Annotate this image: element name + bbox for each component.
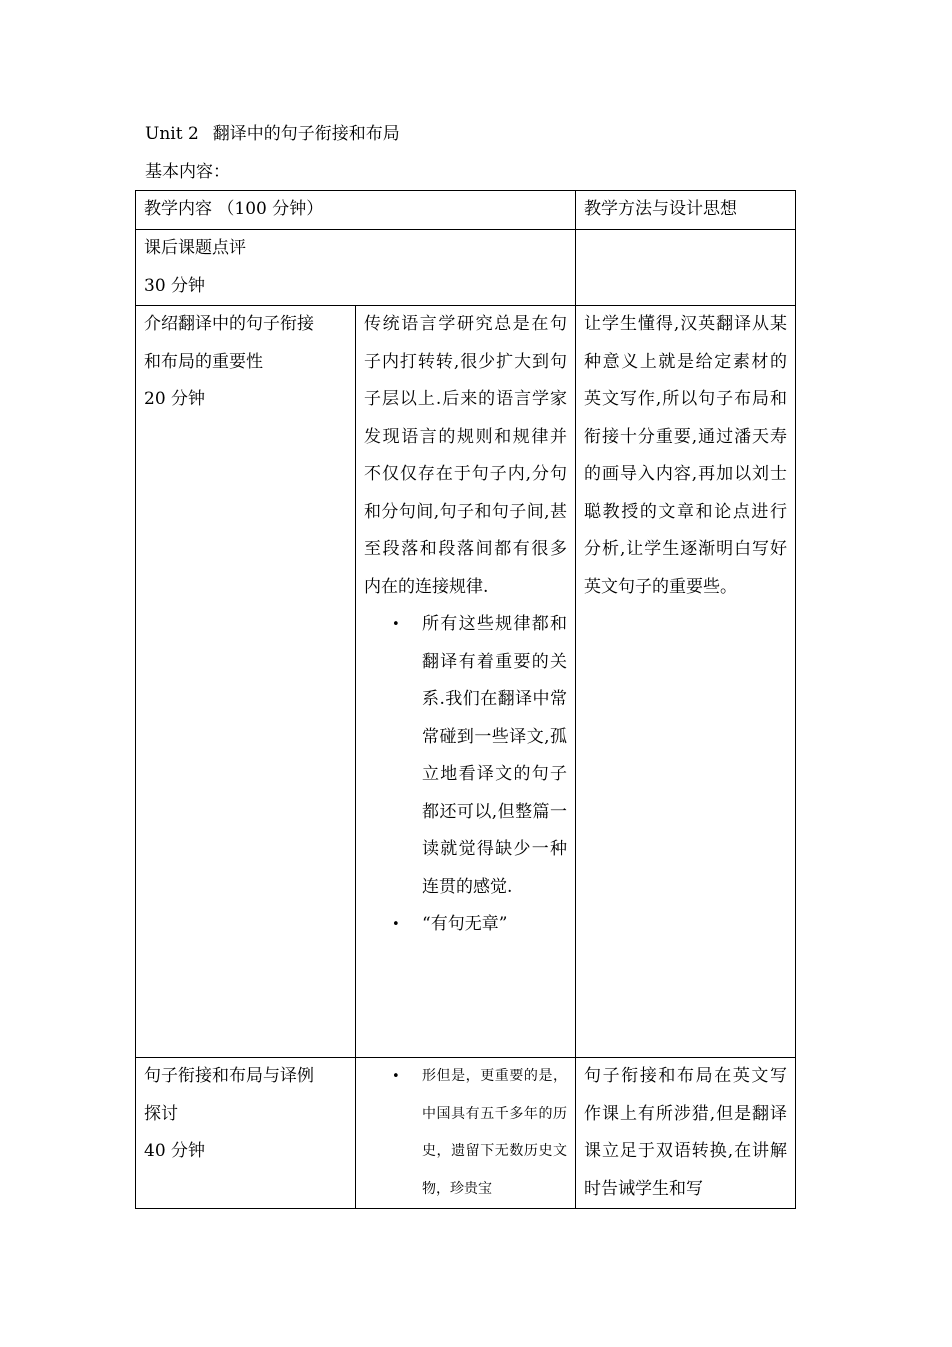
table-row-review [136, 230, 796, 306]
header-method-label: 教学方法与设计思想 [584, 199, 738, 219]
discuss-content-cell [356, 1058, 576, 1209]
intro-topic-cell [136, 306, 356, 1058]
discuss-duration: 40 分钟 [144, 1141, 206, 1161]
intro-topic-line2: 和布局的重要性 [144, 351, 263, 372]
intro-topic-line1: 介绍翻译中的句子衔接 [144, 314, 314, 334]
lesson-plan-table [135, 190, 796, 1209]
discuss-method-cell [576, 1058, 796, 1209]
intro-content-cell [356, 306, 576, 1058]
review-duration: 30 分钟 [144, 275, 206, 296]
discuss-topic-line2: 探讨 [144, 1103, 178, 1124]
review-topic: 课后课题点评 [144, 238, 246, 258]
review-method-cell [576, 230, 796, 306]
table-row-intro [136, 306, 796, 1058]
discuss-method-text: 句子衔接和布局在英文写作课上有所涉猎,但是翻译课立足于双语转换,在讲解时告诫学生和写 [584, 1066, 788, 1199]
header-content-cell [136, 191, 576, 230]
intro-duration: 20 分钟 [144, 389, 206, 409]
discuss-content-list [364, 1058, 567, 1208]
intro-content-list [364, 606, 567, 944]
table-header-row [136, 191, 796, 230]
document-title [145, 122, 400, 146]
header-method-cell [576, 191, 796, 230]
list-item: • “有句无章” [422, 906, 567, 944]
unit-title: 翻译中的句子衔接和布局 [212, 124, 400, 144]
review-cell [136, 230, 576, 306]
list-item: • 形但是，更重要的是，中国具有五千多年的历史，遗留下无数历史文物，珍贵宝 [422, 1058, 567, 1208]
discuss-topic-line1: 句子衔接和布局与译例 [144, 1066, 314, 1086]
list-item: • 所有这些规律都和翻译有着重要的关系.我们在翻译中常常碰到一些译文,孤立地看译文的句子都还可以,但整篇一读就觉得缺少一种连贯的感觉. [422, 606, 567, 906]
document-subtitle: 基本内容： [145, 162, 230, 182]
header-content-label: 教学内容 （100 分钟） [144, 199, 324, 219]
table-row-discussion [136, 1058, 796, 1209]
intro-method-text: 让学生懂得,汉英翻译从某种意义上就是给定素材的英文写作,所以句子布局和衔接十分重要,通过潘天寿的画导入内容,再加以刘士聪教授的文章和论点进行分析,让学生逐渐明白写好英文句子的重要些。 [584, 314, 788, 597]
intro-content-paragraph: 传统语言学研究总是在句子内打转转,很少扩大到句子层以上.后来的语言学家发现语言的规则和规律并不仅仅存在于句子内,分句和分句间,句子和句子间,甚至段落和段落间都有很多内在的连接规律. [364, 314, 568, 597]
intro-method-cell [576, 306, 796, 1058]
unit-label: Unit 2 [145, 124, 199, 144]
discuss-topic-cell [136, 1058, 356, 1209]
